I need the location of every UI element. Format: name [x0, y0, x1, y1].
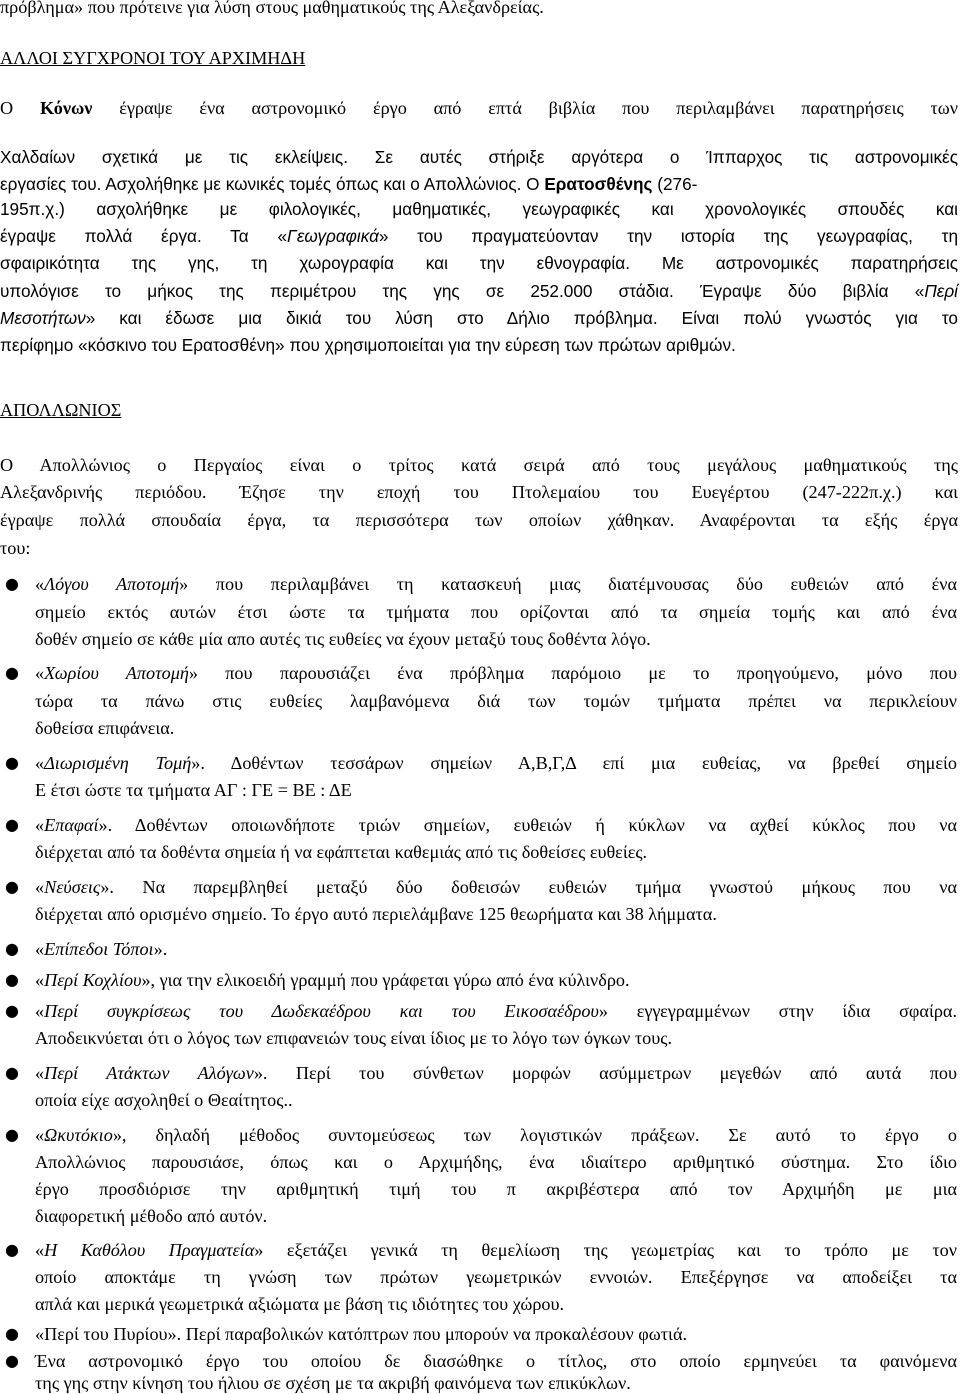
bullet-icon: ● — [5, 970, 19, 989]
paragraph-line: 195π.χ.) ασχολήθηκε με φιλολογικές, μαθηματικές, γεωγραφικές και χρονολογικές σπουδές και — [0, 199, 958, 219]
paragraph-line: σφαιρικότητα της γης, τη χωρογραφία και την εθνογραφία. Με αστρονομικές παρατηρήσεις — [0, 253, 958, 273]
list-item-line: οποία είχε ασχοληθεί ο Θεαίτητος.. — [35, 1090, 293, 1110]
list-item: «Ωκυτόκιο», δηλαδή μέθοδος συντομεύσεως των λογιστικών πράξεων. Σε αυτό το έργο ο — [35, 1125, 957, 1145]
bullet-icon: ● — [5, 877, 19, 896]
list-item-line: διαφορετική μέθοδο από αυτόν. — [35, 1206, 268, 1226]
name-eratosthenes: Ερατοσθένης — [544, 174, 653, 194]
paragraph-line: Ο Κόνων έγραψε ένα αστρονομικό έργο από επτά βιβλία που περιλαμβάνει παρατηρήσεις των — [0, 98, 958, 118]
paragraph-line: έγραψε πολλά σπουδαία έργα, τα περισσότερα των οποίων χάθηκαν. Αναφέρονται τα εξής έργα — [0, 510, 958, 530]
text-line: πρόβλημα» που πρότεινε για λύση στους μαθηματικούς της Αλεξανδρείας. — [0, 0, 544, 17]
list-item: «Επίπεδοι Τόποι». — [35, 939, 168, 959]
italic-title: Γεωγραφικά — [287, 226, 379, 246]
list-item-line: απλά και μερικά γεωμετρικά αξιώματα με βάση τις ιδιότητες του χώρου. — [35, 1294, 565, 1314]
bullet-icon: ● — [5, 574, 19, 593]
paragraph-line: εργασίες του. Ασχολήθηκε με κωνικές τομές όπως και ο Απολλώνιος. Ο Ερατοσθένης (276- — [0, 174, 698, 194]
list-item-line: διέρχεται από τα δοθέντα σημεία ή να εφάπτεται καθεμιάς από τις δοθείσες ευθείες. — [35, 842, 648, 862]
bullet-icon: ● — [5, 1351, 19, 1370]
list-item: «Περί συγκρίσεως του Δωδεκαέδρου και του Εικοσαέδρου» εγγεγραμμένων στην ίδια σφαίρα. — [35, 1001, 957, 1021]
list-item: «Χωρίου Αποτομή» που παρουσιάζει ένα πρόβλημα παρόμοιο με το προηγούμενο, μόνο που — [35, 663, 957, 683]
paragraph-line: Μεσοτήτων» και έδωσε μια δικιά του λύση στο Δήλιο πρόβλημα. Είναι πολύ γνωστός για το — [0, 308, 958, 328]
list-item-line: οποίο αποκτάμε τη γνώση των πρώτων γεωμετρικών εννοιών. Επεξέργησε να αποδείξει τα — [35, 1267, 957, 1287]
list-item-line: έργο προσδιόρισε την αριθμητική τιμή του π ακριβέστερα από τον Αρχιμήδη με μια — [35, 1179, 957, 1199]
italic-title: Περί — [924, 281, 958, 301]
paragraph-line: Ο Απολλώνιος ο Περγαίος είναι ο τρίτος κατά σειρά από τους μεγάλους μαθηματικούς της — [0, 455, 958, 475]
list-item: «Περί του Πυρίου». Περί παραβολικών κατόπτρων που μπορούν να προκαλέσουν φωτιά. — [35, 1324, 688, 1344]
list-item: «Περί Κοχλίου», για την ελικοειδή γραμμή που γράφεται γύρω από ένα κύλινδρο. — [35, 970, 630, 990]
bullet-icon: ● — [5, 1240, 19, 1259]
list-item-line: της γης στην κίνηση του ήλιου σε σχέση με τα ακριβή φαινόμενα των επικύκλων. — [35, 1373, 631, 1393]
bullet-icon: ● — [5, 815, 19, 834]
list-item-line: τώρα τα πάνω στις ευθείες λαμβανόμενα διά των τομών τμήματα πρέπει να περικλείουν — [35, 691, 957, 711]
list-item-line: Ε έτσι ώστε τα τμήματα ΑΓ : ΓΕ = ΒΕ : ΔΕ — [35, 780, 352, 800]
list-item-line: δοθέν σημείο σε κάθε μία απο αυτές τις ευθείες να έχουν μεταξύ τους δοθέντα λόγο. — [35, 629, 651, 649]
paragraph-line: υπολόγισε το μήκος της περιμέτρου της γης σε 252.000 στάδια. Έγραψε δύο βιβλία «Περί — [0, 281, 958, 301]
paragraph-line: Χαλδαίων σχετικά με τις εκλείψεις. Σε αυτές στήριξε αργότερα ο Ίππαρχος τις αστρονομικές — [0, 147, 958, 167]
italic-title: Μεσοτήτων — [0, 308, 86, 328]
list-item-line: διέρχεται από ορισμένο σημείο. Το έργο αυτό περιελάμβανε 125 θεωρήματα και 38 λήμματα. — [35, 904, 717, 924]
bullet-icon: ● — [5, 1125, 19, 1144]
bullet-icon: ● — [5, 753, 19, 772]
list-item-line: δοθείσα επιφάνεια. — [35, 718, 175, 738]
bullet-icon: ● — [5, 1063, 19, 1082]
list-item-line: Απολλώνιος παρουσιάσε, όπως και ο Αρχιμήδης, ένα ιδιαίτερο αριθμητικό σύστημα. Στο ίδιο — [35, 1152, 957, 1172]
bullet-icon: ● — [5, 1001, 19, 1020]
list-item: «Διωρισμένη Τομή». Δοθέντων τεσσάρων σημείων Α,Β,Γ,Δ επί μια ευθείας, να βρεθεί σημείο — [35, 753, 957, 773]
list-item: «Λόγου Αποτομή» που περιλαμβάνει τη κατασκευή μιας διατέμνουσας δύο ευθειών από ένα — [35, 574, 957, 594]
paragraph-line: περίφημο «κόσκινο του Ερατοσθένη» που χρησιμοποιείται για την εύρεση των πρώτων αριθμών. — [0, 335, 736, 355]
bullet-icon: ● — [5, 1324, 19, 1343]
paragraph-line: Αλεξανδρινής περιόδου. Έζησε την εποχή του Πτολεμαίου του Ευεγέρτου (247-222π.χ.) και — [0, 482, 958, 502]
section-heading-others: ΑΛΛΟΙ ΣΥΓΧΡΟΝΟΙ ΤΟΥ ΑΡΧΙΜΗΔΗ — [0, 48, 306, 68]
list-item: Ένα αστρονομικό έργο του οποίου δε διασώθηκε ο τίτλος, στο οποίο ερμηνεύει τα φαινόμενα — [35, 1351, 957, 1371]
bullet-icon: ● — [5, 939, 19, 958]
name-konon: Κόνων — [39, 98, 93, 118]
paragraph-line: του: — [0, 538, 31, 558]
bullet-icon: ● — [5, 663, 19, 682]
list-item-line: Αποδεικνύεται ότι ο λόγος των επιφανειών τους είναι ίδιος με το λόγο των όγκων τους. — [35, 1028, 673, 1048]
list-item: «Περί Ατάκτων Αλόγων». Περί του σύνθετων μορφών ασύμμετρων μεγεθών από αυτά που — [35, 1063, 957, 1083]
section-heading-apollonius: ΑΠΟΛΛΩΝΙΟΣ — [0, 400, 122, 420]
list-item: «Νεύσεις». Να παρεμβληθεί μεταξύ δύο δοθεισών ευθειών τμήμα γνωστού μήκους που να — [35, 877, 957, 897]
list-item: «Η Καθόλου Πραγματεία» εξετάζει γενικά τη θεμελίωση της γεωμετρίας και το τρόπο με τον — [35, 1240, 957, 1260]
list-item-line: σημείο εκτός αυτών έτσι ώστε τα τμήματα που ορίζονται από τα σημεία τομής και από ένα — [35, 602, 957, 622]
paragraph-line: έγραψε πολλά έργα. Τα «Γεωγραφικά» του πραγματεύονταν την ιστορία της γεωγραφίας, τη — [0, 226, 958, 246]
list-item: «Επαφαί». Δοθέντων οποιωνδήποτε τριών σημείων, ευθειών ή κύκλων να αχθεί κύκλος που να — [35, 815, 957, 835]
